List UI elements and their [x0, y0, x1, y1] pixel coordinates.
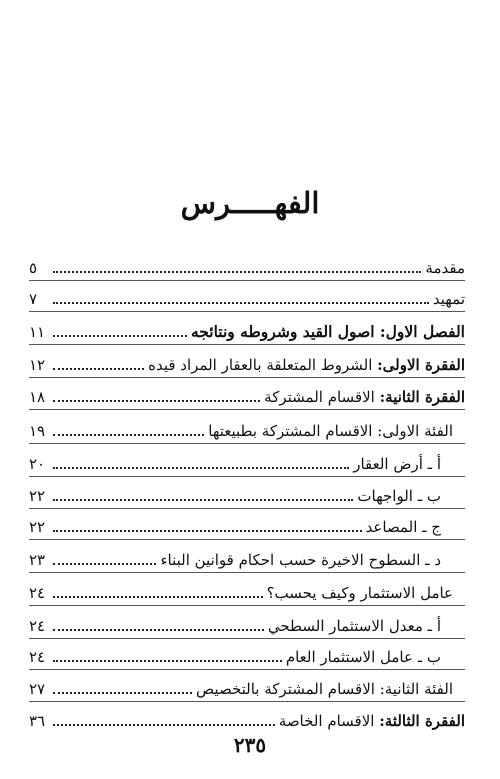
- page-number: ٢٣٥: [233, 733, 267, 757]
- leader-dots: [53, 692, 192, 694]
- toc-entry-label: أ ـ معدل الاستثمار السطحي: [267, 617, 441, 635]
- toc-entry-heading: الفقرة الثالثة:: [379, 712, 465, 730]
- toc-entry-page: ٣٦: [29, 712, 46, 730]
- toc-entry-page: ١٨: [29, 388, 46, 406]
- toc-entry-subtitle: الاقسام الخاصة: [278, 712, 380, 730]
- toc-entry-page: ٢٧: [29, 680, 46, 698]
- toc-entry-page: ١٢: [29, 356, 46, 374]
- toc-entry-page: ٢٢: [29, 518, 46, 536]
- leader-dots: [53, 724, 275, 726]
- page-title: الفهـــــرس: [180, 186, 320, 220]
- toc-entry: [29, 571, 465, 603]
- toc-entry-label: ج ـ المصاعد: [365, 518, 441, 536]
- toc-entry-label: [275, 711, 465, 731]
- toc-entry-subtitle: الاقسام المشتركة: [264, 388, 380, 406]
- toc-entry-label: الفئة الاولى: الاقسام المشتركة بطبيعتها: [208, 422, 453, 440]
- toc-entry: [29, 310, 465, 342]
- toc-entry-page: ٢٠: [29, 455, 46, 473]
- leader-dots: [53, 271, 421, 273]
- toc-entry-page: ٢٤: [29, 617, 46, 635]
- toc-entry-page: ٢٢: [29, 487, 46, 505]
- toc-entry-page: ٢٣: [29, 551, 46, 569]
- toc-entry: [29, 699, 465, 731]
- toc-entry-heading: الفقرة الاولى:: [377, 356, 465, 374]
- toc-entry-label: أ ـ أرض العقار: [353, 455, 441, 473]
- toc-entry: [29, 505, 465, 537]
- leader-dots: [53, 629, 264, 631]
- leader-dots: [53, 563, 156, 565]
- leader-dots: [53, 596, 263, 598]
- toc-entry-subtitle: الشروط المتعلقة بالعقار المراد قيده: [148, 356, 378, 374]
- leader-dots: [53, 499, 353, 501]
- toc-entry: [29, 635, 465, 667]
- toc-entry-label: [144, 355, 465, 375]
- toc-entry-page: ٥: [29, 259, 38, 277]
- toc-entry: [29, 667, 465, 699]
- toc-entry: [29, 246, 465, 278]
- toc-entry-label: مقدمة: [425, 259, 465, 277]
- leader-dots: [53, 335, 187, 337]
- toc-entry-label: د ـ السطوح الاخيرة حسب احكام قوانين البناء: [160, 551, 441, 569]
- toc-entry-heading: الفقرة الثانية:: [379, 388, 465, 406]
- toc-entry: [29, 409, 465, 441]
- leader-dots: [53, 434, 204, 436]
- leader-dots: [53, 530, 362, 532]
- leader-dots: [53, 400, 260, 402]
- leader-dots: [53, 302, 429, 304]
- toc-entry: [29, 442, 465, 474]
- leader-dots: [53, 660, 282, 662]
- toc-entry-page: ٢٤: [29, 584, 46, 602]
- toc-entry: [29, 343, 465, 375]
- toc-entry-page: ١١: [29, 323, 46, 341]
- toc-entry-label: الفصل الاول: اصول القيد وشروطه ونتائجه: [190, 322, 465, 341]
- leader-dots: [53, 467, 349, 469]
- toc-entry-label: [260, 387, 465, 407]
- toc-entry-page: ٧: [29, 290, 38, 308]
- toc-entry-page: ٢٤: [29, 648, 46, 666]
- toc-entry-label: الفئة الثانية: الاقسام المشتركة بالتخصيص: [196, 680, 453, 698]
- toc-entry: [29, 604, 465, 636]
- toc-entry-label: ب ـ الواجهات: [357, 487, 441, 505]
- toc-entry-label: عامل الاستثمار وكيف يحسب؟: [266, 584, 453, 602]
- toc-entry-page: ١٩: [29, 422, 46, 440]
- toc-entry: [29, 474, 465, 506]
- toc-entry-label: ب ـ عامل الاستثمار العام: [285, 648, 441, 666]
- leader-dots: [53, 368, 144, 370]
- toc-entry-label: تمهيد: [432, 290, 465, 308]
- toc-entry: [29, 277, 465, 309]
- toc-entry: [29, 375, 465, 407]
- toc-entry: [29, 538, 465, 570]
